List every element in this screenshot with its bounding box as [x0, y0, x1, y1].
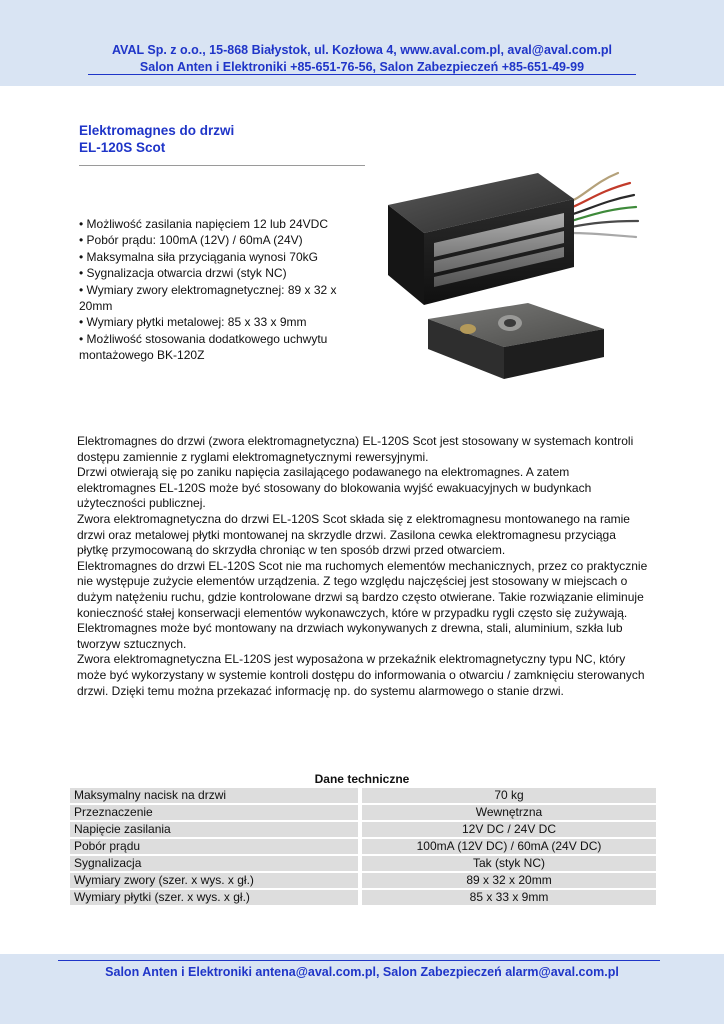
spec-label: Napięcie zasilania [70, 822, 362, 837]
spec-value: 70 kg [362, 788, 656, 803]
spec-value: 12V DC / 24V DC [362, 822, 656, 837]
table-row [70, 788, 656, 803]
spec-label: Wymiary zwory (szer. x wys. x gł.) [70, 873, 362, 888]
header-divider [88, 74, 636, 75]
table-row [70, 890, 656, 905]
feature-item: • Wymiary zwory elektromagnetycznej: 89 x 32 x 20mm [79, 282, 337, 314]
wires-icon [566, 173, 638, 237]
spec-value: 89 x 32 x 20mm [362, 873, 656, 888]
spec-label: Wymiary płytki (szer. x wys. x gł.) [70, 890, 362, 905]
spec-table [70, 786, 656, 907]
spec-value: 100mA (12V DC) / 60mA (24V DC) [362, 839, 656, 854]
spec-value: Wewnętrzna [362, 805, 656, 820]
table-row [70, 839, 656, 854]
footer-divider [58, 960, 660, 961]
description-paragraph: Elektromagnes do drzwi (zwora elektromagnetyczna) EL-120S Scot jest stosowany w systemach kontroli dostępu zamiennie z ryglami elektromagnetycznymi rewersyjnymi. [77, 434, 634, 464]
spec-value: 85 x 33 x 9mm [362, 890, 656, 905]
footer-contact-line: Salon Anten i Elektroniki antena@aval.com.pl, Salon Zabezpieczeń alarm@aval.com.pl [105, 965, 619, 979]
feature-item: • Pobór prądu: 100mA (12V) / 60mA (24V) [79, 233, 303, 248]
feature-item: • Sygnalizacja otwarcia drzwi (styk NC) [79, 266, 287, 281]
spec-label: Pobór prądu [70, 839, 362, 854]
company-phone-line: Salon Anten i Elektroniki +85-651-76-56, Salon Zabezpieczeń +85-651-49-99 [139, 60, 585, 74]
feature-item: • Maksymalna siła przyciągania wynosi 70kG [79, 249, 318, 264]
table-row [70, 873, 656, 888]
company-address-line: AVAL Sp. z o.o., 15-868 Białystok, ul. Kozłowa 4, www.aval.com.pl, aval@aval.com.pl [111, 43, 613, 57]
product-description [77, 434, 649, 699]
title-divider [79, 165, 365, 166]
feature-item: • Wymiary płytki metalowej: 85 x 33 x 9mm [79, 315, 307, 330]
description-paragraph: Zwora elektromagnetyczna EL-120S jest wyposażona w przekaźnik elektromagnetyczny typu NC, który może być wykorzystany w systemie kontroli dostępu do informowania o otwarciu / zamknięciu sterowanych drzwi. Dzięki temu można przekazać informację np. do systemu alarmowego o stanie drzwi. [77, 652, 645, 698]
table-row [70, 822, 656, 837]
table-row [70, 856, 656, 871]
feature-list [79, 216, 365, 364]
feature-item: • Możliwość stosowania dodatkowego uchwytu montażowego BK-120Z [79, 331, 328, 363]
spec-table-title: Dane techniczne [314, 772, 410, 786]
electromagnet-icon [388, 173, 574, 305]
spec-label: Maksymalny nacisk na drzwi [70, 788, 362, 803]
description-paragraph: Zwora elektromagnetyczna do drzwi EL-120S Scot składa się z elektromagnesu montowanego na ramie drzwi oraz metalowej płytki montowanej na skrzydle drzwi. Zasilona cewka elektromagnesu przyciąga płytkę przymocowaną do skrzydła chroniąc w ten sposób drzwi przed otwarciem. [77, 511, 630, 558]
spec-value: Tak (styk NC) [362, 856, 656, 871]
product-photo [378, 143, 644, 388]
feature-item: • Możliwość zasilania napięciem 12 lub 24VDC [79, 217, 328, 231]
description-paragraph: Elektromagnes do drzwi EL-120S Scot nie ma ruchomych elementów mechanicznych, przez co praktycznie nie występuje zużycie elementów urządzenia. Z tego względu najczęściej jest stosowany w miejscach o dużym natężeniu ruchu, gdzie kontrolowane drzwi są bardzo często otwierane. Takie rozwiązanie eliminuje konieczność stałej konserwacji elementów wykonawczych, które w przypadku rygli często się zużywają. Elektromagnes może być montowany na drzwiach wykonywanych z drewna, stali, aluminium, szkła lub tworzyw sztucznych. [77, 558, 648, 651]
armature-plate-icon [428, 303, 604, 379]
spec-label: Sygnalizacja [70, 856, 362, 871]
product-model: EL-120S Scot [79, 140, 166, 155]
spec-label: Przeznaczenie [70, 805, 362, 820]
table-row [70, 805, 656, 820]
product-title: Elektromagnes do drzwi [79, 123, 235, 138]
description-paragraph: Drzwi otwierają się po zaniku napięcia zasilającego podawanego na elektromagnes. A zatem elektromagnes EL-120S może być stosowany do blokowania wyjść ewakuacyjnych w budynkach użyteczności publicznej. [77, 465, 592, 511]
